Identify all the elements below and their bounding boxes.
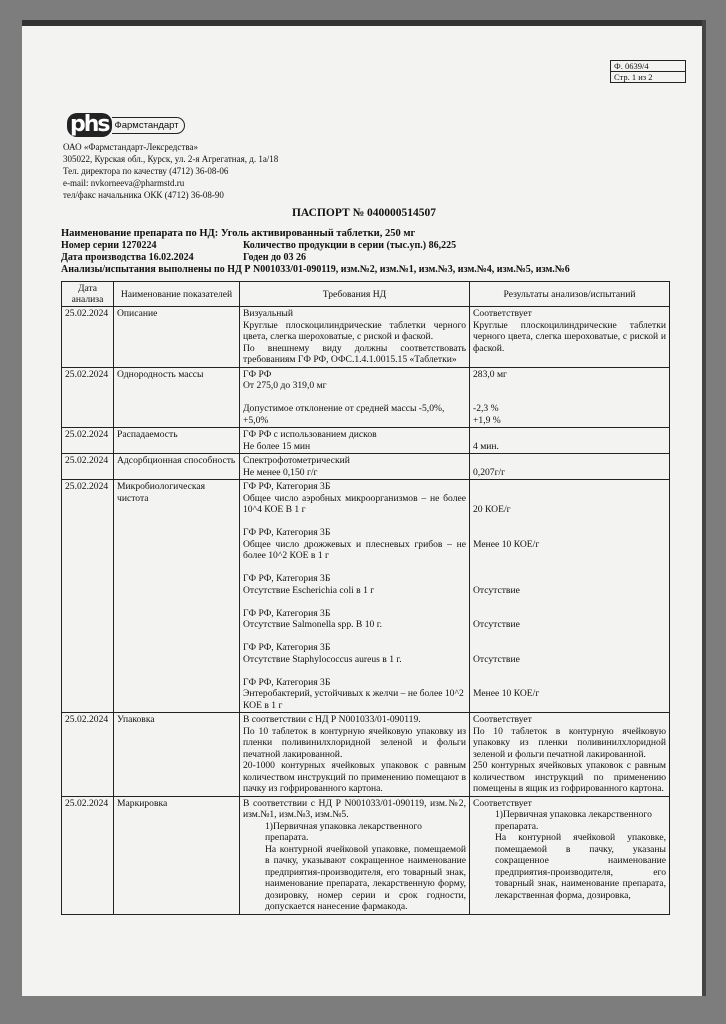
result-line [473,642,666,654]
requirement-line: ГФ РФ, Категория 3Б [243,607,331,619]
cell-date: 25.02.2024 [62,428,114,454]
cell-requirements [240,713,470,797]
result-line [473,608,666,620]
cell-requirements [240,307,470,368]
form-number: Ф. 0639/4 [614,61,649,71]
table-header-row [62,282,670,307]
result-line: Соответствует [473,797,532,809]
requirement-line: Общее число аэробных микроорганизмов – не более 10^4 КОЕ В 1 г [243,492,466,515]
table-body [62,307,670,915]
result-line [473,455,666,467]
requirement-line [243,596,466,608]
requirement-line: Отсутствие Staphylococcus aureus в 1 г. [243,653,402,665]
requirement-line: Не менее 0,150 г/г [243,466,318,478]
header-results: Результаты анализов/испытаний [470,282,670,307]
requirement-line: ГФ РФ, Категория 3Б [243,527,331,538]
requirement-line: ГФ РФ, Категория 3Б [243,676,331,688]
requirement-line: Круглые плоскоцилиндрические таблетки черного цвета, слегка шероховатые, с риской и фаской. [243,319,466,342]
cell-requirements [240,480,470,713]
cell-requirements [240,796,470,914]
result-line [473,429,666,441]
org-email: e-mail: nvkorneeva@pharmstd.ru [63,178,185,188]
expiry-date: Годен до 03 26 [243,252,307,263]
cell-date: 25.02.2024 [62,713,114,797]
product-name: Наименование препарата по НД: Уголь активированный таблетки, 250 мг [61,228,416,239]
requirement-line: Отсутствие Escherichia coli в 1 г [243,584,375,596]
cell-results [470,713,670,797]
cell-date: 25.02.2024 [62,454,114,480]
batch-quantity: Количество продукции в серии (тыс.уп.) 86,225 [243,240,457,251]
cell-results [470,796,670,914]
result-line: Менее 10 КОЕ/г [473,688,540,699]
result-line: Менее 10 КОЕ/г [473,538,540,550]
table-row [62,428,670,454]
cell-requirements [240,428,470,454]
result-line [473,392,666,404]
requirement-line: Общее число дрожжевых и плесневых грибов – не более 10^2 КОЕ в 1 г [243,538,466,561]
series-number: Номер серии 1270224 [61,240,157,251]
table-row [62,454,670,480]
result-line [473,527,666,539]
company-logo [67,113,185,137]
logo-mark: phs [67,113,112,137]
result-line: 250 контурных ячейковых упаковок с равным количеством инструкций по применению помещены в ящик из гофрированного картона. [473,760,666,794]
cell-indicator: Упаковка [114,713,240,797]
production-date: Дата производства 16.02.2024 [61,252,194,263]
cell-date: 25.02.2024 [62,367,114,428]
result-line: 4 мин. [473,440,499,452]
requirement-line [243,665,466,677]
cell-date: 25.02.2024 [62,480,114,713]
result-line [473,562,666,574]
result-line: Отсутствие [473,584,520,596]
requirement-line: На контурной ячейковой упаковке, помещаемой в пачку, указывают сокращенное наименование предприятия-производителя, его товарный знак, наименование препарата, лекарственную форму, дозировку, номер серии и срок годности, допускается нанесение фармакода. [265,843,466,912]
header-requirements: Требования НД [240,282,470,307]
page-number: Стр. 1 из 2 [611,71,685,82]
cell-results [470,454,670,480]
nd-reference: Анализы/испытания выполнены по НД Р N001033/01-090119, изм.№2, изм.№1, изм.№3, изм.№4, изм.№5, изм.№6 [61,264,570,275]
result-line: Соответствует [473,714,532,725]
result-line [473,380,666,392]
requirement-line [243,562,466,574]
cell-results [470,307,670,368]
requirement-line: В соответствии с НД Р N001033/01-090119, изм.№2, изм.№1, изм.№3, изм.№5. [243,797,466,820]
document-page [22,20,706,996]
result-line [473,573,666,585]
requirement-line: Отсутствие Salmonella spp. В 10 г. [243,619,382,630]
header-indicator: Наименование показателей [114,282,240,307]
requirement-line: ГФ РФ [243,368,272,380]
result-line [473,596,666,608]
requirement-line: ГФ РФ, Категория 3Б [243,481,331,492]
result-line: На контурной ячейковой упаковке, помещаемой в пачку, указаны сокращенное наименование предприятия-производителя, его товарный знак, наименование препарата, лекарственная форма, дозировка, [495,832,666,901]
requirement-line: Спектрофотометрический [243,455,350,466]
org-name: ОАО «Фармстандарт-Лексредства» [63,142,198,152]
cell-indicator: Адсорбционная способность [114,454,240,480]
logo-word: Фармстандарт [112,117,185,134]
result-line: 283,0 мг [473,368,507,380]
requirement-line: По 10 таблеток в контурную ячейковую упаковку из пленки поливинилхлоридной зеленой и фольги печатной лакированной. [243,725,466,760]
cell-results [470,428,670,454]
cell-date: 25.02.2024 [62,307,114,368]
requirement-line: 20-1000 контурных ячейковых упаковок с равным количеством инструкций по применению помещают в пачку из гофрированного картона. [243,760,466,794]
requirement-line [243,631,466,643]
requirement-line: Энтеробактерий, устойчивых к желчи – не более 10^2 КОЕ в 1 г [243,688,464,711]
result-line: +1,9 % [473,414,501,426]
cell-requirements [240,454,470,480]
cell-requirements [240,367,470,428]
result-line [473,516,666,528]
table-row [62,713,670,797]
requirement-line: 1)Первичная упаковка лекарственного препарата. [265,820,422,843]
requirement-line: ГФ РФ, Категория 3Б [243,642,331,653]
passport-meta [61,228,681,276]
org-phone-director: Тел. директора по качеству (4712) 36-08-06 [63,166,229,176]
result-line [473,677,666,689]
result-line: 20 КОЕ/г [473,504,511,515]
requirement-line: Визуальный [243,308,294,319]
table-row [62,480,670,713]
result-line: Соответствует [473,308,532,319]
result-line [473,550,666,562]
requirement-line: По внешнему виду должны соответствовать требованиям ГФ РФ, ОФС.1.4.1.0015.15 «Таблетки» [243,342,466,365]
requirement-line: Не более 15 мин [243,440,311,452]
cell-indicator: Описание [114,307,240,368]
cell-results [470,480,670,713]
document-title: ПАСПОРТ № 040000514507 [291,207,436,219]
result-line: Отсутствие [473,619,520,630]
result-line [473,631,666,643]
result-line: Отсутствие [473,653,520,665]
table-row [62,367,670,428]
cell-date: 25.02.2024 [62,796,114,914]
result-line [473,665,666,677]
analysis-table [61,281,670,915]
cell-results [470,367,670,428]
result-line: По 10 таблеток в контурную ячейковую упаковку из пленки поливинилхлоридной зеленой и фольги печатной лакированной. [473,725,666,760]
result-line: -2,3 % [473,403,499,414]
table-row [62,796,670,914]
cell-indicator: Распадаемость [114,428,240,454]
cell-indicator: Маркировка [114,796,240,914]
org-phone-okk: тел/факс начальника ОКК (4712) 36-08-90 [63,190,224,200]
organization-details [63,141,278,201]
result-line: Круглые плоскоцилиндрические таблетки черного цвета, слегка шероховатые, с риской и фаской. [473,319,666,354]
result-line: 0,207г/г [473,466,506,478]
result-line: 1)Первичная упаковка лекарственного препарата. [495,809,652,832]
requirement-line: ГФ РФ с использованием дисков [243,429,377,440]
requirement-line: Допустимое отклонение от средней массы -5,0%, +5,0% [243,403,445,426]
requirement-line: В соответствии с НД Р N001033/01-090119. [243,714,421,725]
requirement-line: От 275,0 до 319,0 мг [243,380,327,391]
table-row [62,307,670,368]
header-date: Дата анализа [62,282,114,307]
requirement-line [243,392,466,404]
org-address: 305022, Курская обл., Курск, ул. 2-я Агрегатная, д. 1а/18 [63,154,279,164]
requirement-line: ГФ РФ, Категория 3Б [243,573,331,584]
result-line [473,481,666,493]
cell-indicator: Однородность массы [114,367,240,428]
cell-indicator: Микробиологическая чистота [114,480,240,713]
requirement-line [243,516,466,528]
result-line [473,493,666,505]
form-number-box [610,60,686,83]
